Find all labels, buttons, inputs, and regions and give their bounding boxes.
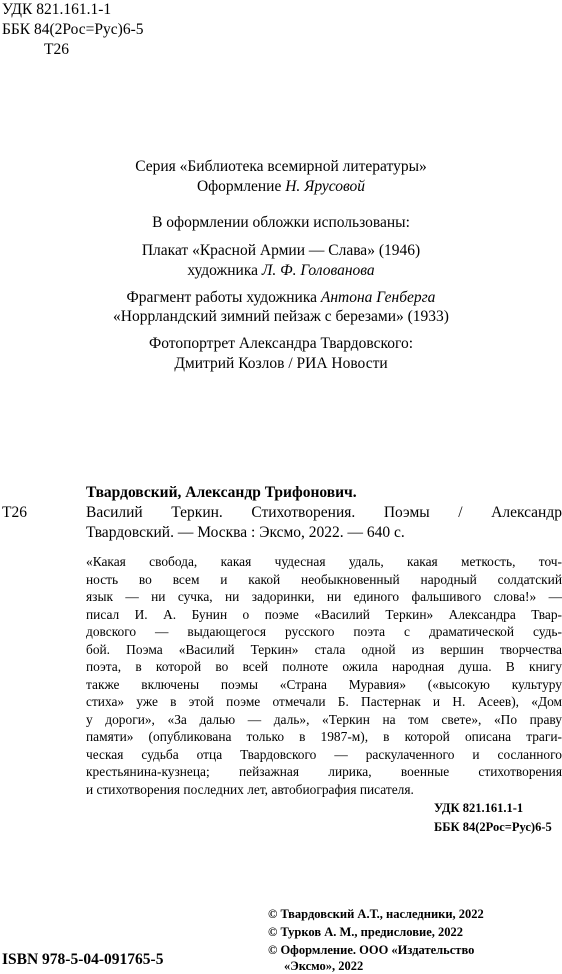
cover-heading: В оформлении обложки использованы: [152,214,410,231]
author-mark: Т26 [44,41,69,58]
cover-poster-artist-name: Л. Ф. Голованова [261,262,375,279]
cover-photo-line2: Дмитрий Козлов / РИА Новости [174,355,388,372]
annotation-line: стиха» уже в этой поэме отмечали Б. Пастернак и Н. Асеев), «Дом [86,694,562,709]
design-credit [0,177,562,197]
annotation-line: язык — ни сучка, ни задоринки, ни единого фальшивого слова!» — [86,589,562,604]
annotation-line: писал И. А. Бунин о поэме «Василий Теркин» Александра Твар- [86,606,562,622]
cover-fragment-title: «Норрландский зимний пейзаж с березами» (1933) [113,308,449,325]
annotation-line: и стихотворения последних лет, автобиография писателя. [86,781,414,797]
cover-fragment-artist: Антона Генберга [320,289,436,306]
cover-poster-line: Плакат «Красной Армии — Слава» (1946) [141,242,421,259]
design-credit-name: Н. Ярусовой [285,178,366,195]
bbk-code: ББК 84(2Рос=Рус)6-5 [2,21,144,38]
bib-author-heading: Твардовский, Александр Трифонович. [86,484,357,501]
annotation-line: ческая судьба отца Твардовского — раскулаченного и сосланного [86,746,562,762]
series-title: Серия «Библиотека всемирной литературы» [135,158,427,175]
annotation-line: памяти» (опубликована только в 1987-м), в которой описана траги- [86,729,562,744]
annotation-line: ность во всем и какой необыкновенный народный солдатский [86,571,562,587]
bbk-code-bottom: ББК 84(2Рос=Рус)6-5 [434,820,552,834]
cover-photo-line1: Фотопортрет Александра Твардовского: [148,335,414,352]
annotation [86,553,562,798]
copyright-line: © Оформление. ООО «Издательство [268,943,475,957]
cover-fragment-line [0,288,562,308]
annotation-line: у дороги», «За далью — даль», «Теркин на том свете», «По праву [86,711,562,727]
cover-fragment-prefix: Фрагмент работы художника [126,289,321,306]
bib-mark: Т26 [2,504,27,521]
bib-description-line1: Василий Теркин. Стихотворения. Поэмы / Александр [86,504,562,521]
copyright-line: «Эксмо», 2022 [284,959,364,973]
annotation-line: довского — выдающегося русского поэта с драматической судь- [86,624,562,639]
annotation-line: крестьянина-кузнеца; пейзажная лирика, военные стихотворения [86,764,562,779]
annotation-line: бой. Поэма «Василий Теркин» стала одной из вершин творчества [86,641,562,657]
bib-description-line2: Твардовский. — Москва : Эксмо, 2022. — 640 с. [86,524,405,541]
udk-code-bottom: УДК 821.161.1-1 [434,801,524,815]
annotation-line: «Какая свобода, какая чудесная удаль, какая меткость, точ- [86,554,562,569]
cover-poster-artist [0,261,562,281]
copyright-line: © Твардовский А.Т., наследники, 2022 [268,907,484,921]
udk-code: УДК 821.161.1-1 [2,1,112,18]
copyright-line: © Турков А. М., предисловие, 2022 [268,925,463,939]
cover-poster-artist-prefix: художника [187,262,262,279]
isbn: ISBN 978-5-04-091765-5 [2,951,164,968]
annotation-line: также включены поэмы «Страна Муравия» («высокую культуру [86,676,562,692]
annotation-line: поэта, в которой во всей полноте ожила народная душа. В книгу [86,659,562,674]
design-credit-prefix: Оформление [196,178,286,195]
